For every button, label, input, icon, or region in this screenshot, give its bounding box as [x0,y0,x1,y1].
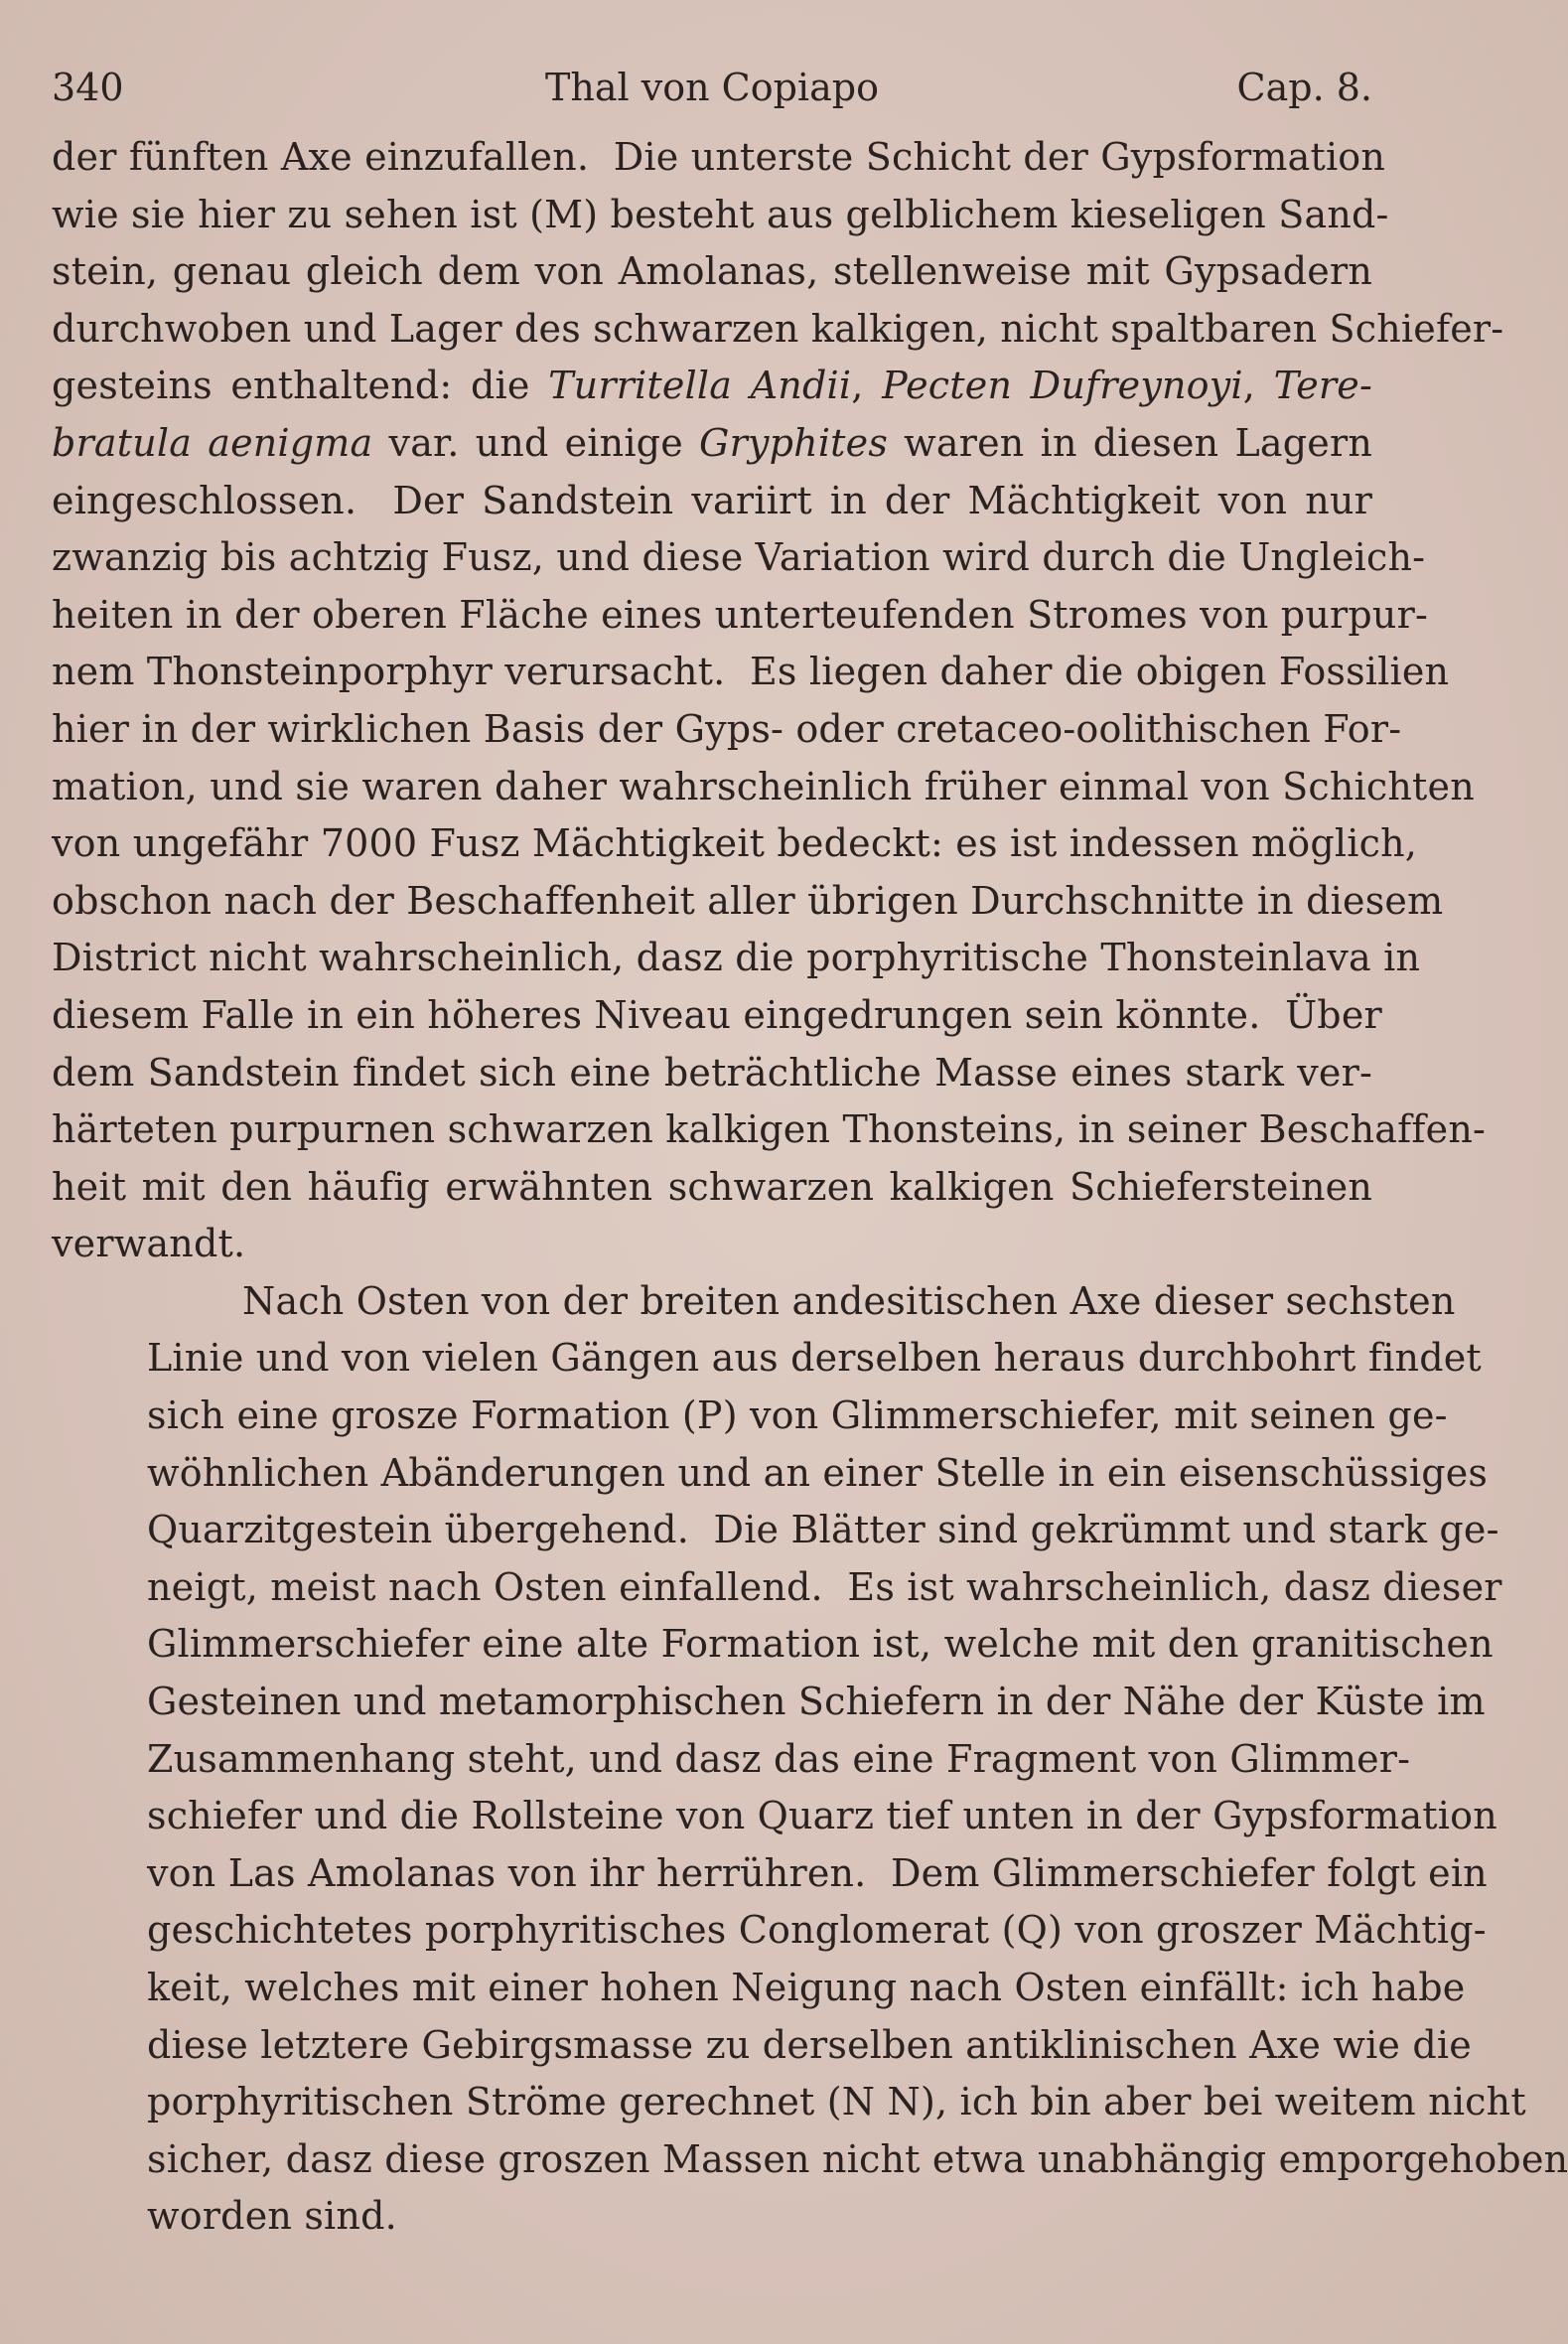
text-line: zwanzig bis achtzig Fusz, und diese Variation wird durch die Ungleich- [52,535,1426,580]
italic-species-name: bratula aenigma [52,420,373,465]
text-line: hier in der wirklichen Basis der Gyps- oder cretaceo-oolithischen For- [52,706,1402,751]
text-line: bratula aenigma var. und einige Gryphites waren in diesen Lagern [52,420,1373,465]
italic-species-name: Gryphites [699,420,889,465]
text-line: diesem Falle in ein höheres Niveau eingedrungen sein könnte. Über [52,992,1382,1037]
text-line: worden sind. [147,2194,397,2239]
text-line: porphyritischen Ströme gerechnet (N N), ich bin aber bei weitem nicht [147,2080,1526,2124]
text-line: verwandt. [52,1222,246,1266]
text-line: härteten purpurnen schwarzen kalkigen Thonsteins, in seiner Beschaffen- [52,1107,1487,1152]
text-line: eingeschlossen. Der Sandstein variirt in der Mächtigkeit von nur [52,478,1372,522]
page-number: 340 [52,66,124,109]
text-line: geschichtetes porphyritisches Conglomerat (Q) von groszer Mächtig- [147,1908,1487,1953]
running-title: Thal von Copiapo [545,66,879,109]
text-line: Quarzitgestein übergehend. Die Blätter sind gekrümmt und stark ge- [147,1508,1499,1552]
text-line: Gesteinen und metamorphischen Schiefern in der Nähe der Küste im [147,1680,1486,1724]
text-line: Zusammenhang steht, und dasz das eine Fragment von Glimmer- [147,1736,1411,1781]
text-line: heiten in der oberen Fläche eines unterteufenden Stromes von purpur- [52,592,1428,637]
book-page [52,58,1568,2246]
text-line: wöhnlichen Abänderungen und an einer Stelle in ein eisenschüssiges [147,1450,1489,1495]
italic-species-name: Turritella Andii [548,364,852,408]
text-line: nem Thonsteinporphyr verursacht. Es liegen daher die obigen Fossilien [52,650,1450,694]
text-line: dem Sandstein findet sich eine beträchtliche Masse eines stark ver- [52,1050,1372,1095]
paragraph [52,129,1504,1273]
text-line: neigt, meist nach Osten einfallend. Es ist wahrscheinlich, dasz dieser [147,1564,1502,1609]
text-line: diese letztere Gebirgsmasse zu derselben antiklinischen Axe wie die [147,2022,1472,2067]
italic-species-name: Pecten Dufreynoyi [882,364,1243,408]
running-head [52,58,1372,117]
text-line: gesteins enthaltend: die Turritella Andii, Pecten Dufreynoyi, Tere- [52,364,1373,408]
text-line: von Las Amolanas von ihr herrühren. Dem Glimmerschiefer folgt ein [147,1850,1488,1895]
text-line: wie sie hier zu sehen ist (M) besteht aus gelblichem kieseligen Sand- [52,192,1389,236]
text-line: durchwoben und Lager des schwarzen kalkigen, nicht spaltbaren Schiefer- [52,306,1504,351]
text-line: schiefer und die Rollsteine von Quarz tief unten in der Gypsformation [147,1794,1497,1838]
text-line: Glimmerschiefer eine alte Formation ist, welche mit den granitischen [147,1622,1494,1667]
body-text [52,129,1568,2246]
text-line: von ungefähr 7000 Fusz Mächtigkeit bedeckt: es ist indessen möglich, [52,821,1418,866]
text-line: Linie und von vielen Gängen aus derselben heraus durchbohrt findet [147,1336,1482,1381]
text-line: mation, und sie waren daher wahrscheinlich früher einmal von Schichten [52,764,1475,808]
text-line: Nach Osten von der breiten andesitischen Axe dieser sechsten [242,1278,1456,1323]
paragraph [52,1273,1568,2246]
text-line: obschon nach der Beschaffenheit aller übrigen Durchschnitte in diesem [52,878,1444,923]
italic-species-name: Tere- [1273,364,1373,408]
text-line: heit mit den häufig erwähnten schwarzen kalkigen Schiefersteinen [52,1164,1372,1209]
text-line: District nicht wahrscheinlich, dasz die porphyritische Thonsteinlava in [52,936,1421,980]
text-line: stein, genau gleich dem von Amolanas, stellenweise mit Gypsadern [52,249,1372,294]
chapter-label: Cap. 8. [1236,66,1372,109]
text-line: keit, welches mit einer hohen Neigung nach Osten einfällt: ich habe [147,1966,1466,2009]
text-line: sich eine grosze Formation (P) von Glimmerschiefer, mit seinen ge- [147,1393,1448,1438]
text-line: sicher, dasz diese groszen Massen nicht etwa unabhängig emporgehoben [147,2136,1568,2181]
text-line: der fünften Axe einzufallen. Die unterste Schicht der Gypsformation [52,135,1386,179]
